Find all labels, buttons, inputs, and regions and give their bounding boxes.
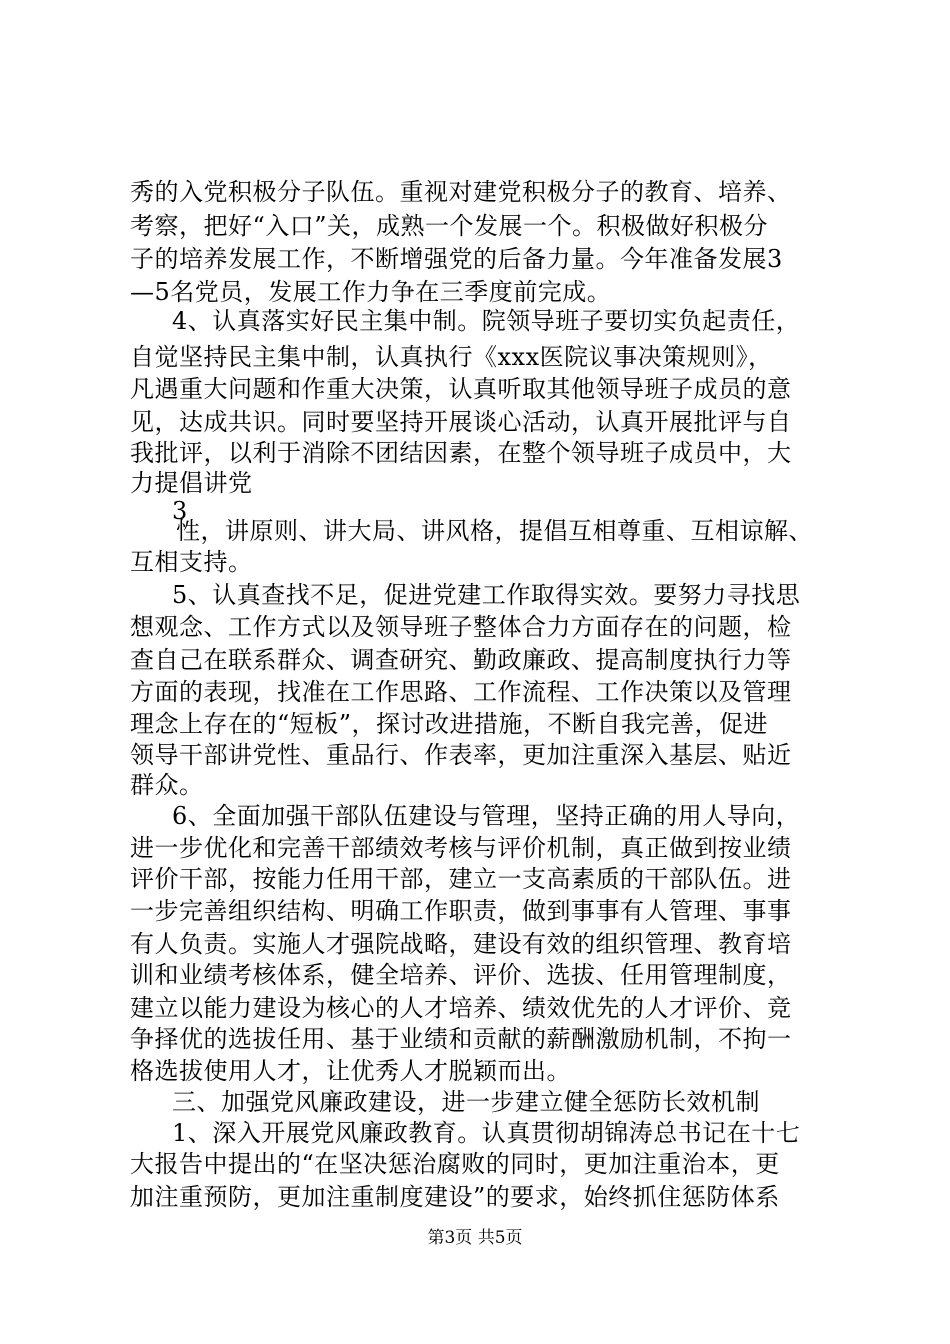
text-line: 我批评，以利于消除不团结因素，在整个领导班子成员中，大 — [130, 439, 792, 467]
text-line: 查自己在联系群众、调查研究、勤政廉政、提高制度执行力等 — [130, 646, 792, 674]
text-line: 群众。 — [130, 771, 204, 799]
text-line: 方面的表现，找准在工作思路、工作流程、工作决策以及管理 — [130, 678, 792, 706]
text-line: 见，达成共识。同时要坚持开展谈心活动，认真开展批评与自 — [130, 408, 792, 436]
text-line: 进一步优化和完善干部绩效考核与评价机制，真正做到按业绩 — [130, 834, 792, 862]
text-line: 一步完善组织结构、明确工作职责，做到事事有人管理、事事 — [130, 897, 792, 925]
text-line: 格选拔使用人才，让优秀人才脱颖而出。 — [130, 1057, 571, 1085]
text-line: 想观念、工作方式以及领导班子整体合力方面存在的问题，检 — [130, 613, 792, 641]
text-line: 大报告中提出的“在坚决惩治腐败的同时，更加注重治本，更 — [130, 1150, 780, 1178]
text-line: 互相支持。 — [130, 548, 253, 576]
section-heading: 三、加强党风廉政建设，进一步建立健全惩防长效机制 — [172, 1088, 760, 1116]
text-line: 子的培养发展工作，不断增强党的后备力量。今年准备发展3 — [130, 245, 783, 273]
text-line: 评价干部，按能力任用干部，建立一支高素质的干部队伍。进 — [130, 865, 792, 893]
text-line: 凡遇重大问题和作重大决策，认真听取其他领导班子成员的意 — [130, 375, 792, 403]
text-line: 加注重预防，更加注重制度建设”的要求，始终抓住惩防体系 — [130, 1183, 780, 1211]
text-line: 6、全面加强干部队伍建设与管理，坚持正确的用人导向， — [172, 802, 801, 830]
text-line: 4、认真落实好民主集中制。院领导班子要切实负起责任， — [172, 307, 801, 335]
text-line: 训和业绩考核体系，健全培养、评价、选拔、任用管理制度， — [130, 961, 792, 989]
text-line: 有人负责。实施人才强院战略，建设有效的组织管理、教育培 — [130, 930, 792, 958]
text-line: 自觉坚持民主集中制，认真执行《xxx医院议事决策规则》， — [130, 343, 773, 371]
text-line: 5、认真查找不足，促进党建工作取得实效。要努力寻找思 — [172, 581, 801, 609]
text-line: 考察，把好“入口”关，成熟一个发展一个。积极做好积极分 — [130, 212, 769, 240]
text-line: 理念上存在的“短板”，探讨改进措施，不断自我完善，促进 — [130, 710, 769, 738]
text-line: 力提倡讲党 — [130, 469, 253, 497]
text-line: 性，讲原则、讲大局、讲风格，提倡互相尊重、互相谅解、 — [176, 517, 813, 545]
text-line: 秀的入党积极分子队伍。重视对建党积极分子的教育、培养、 — [130, 178, 792, 206]
page-number-inline: 3 — [172, 497, 188, 525]
text-line: 1、深入开展党风廉政教育。认真贯彻胡锦涛总书记在十七 — [172, 1119, 801, 1147]
page-footer: 第3页 共5页 — [427, 1228, 523, 1248]
text-line: —5名党员，发展工作力争在三季度前完成。 — [130, 278, 612, 306]
text-line: 建立以能力建设为核心的人才培养、绩效优先的人才评价、竞 — [130, 994, 792, 1022]
text-line: 争择优的选拔任用、基于业绩和贡献的薪酬激励机制，不拘一 — [130, 1025, 792, 1053]
text-line: 领导干部讲党性、重品行、作表率，更加注重深入基层、贴近 — [130, 741, 792, 769]
